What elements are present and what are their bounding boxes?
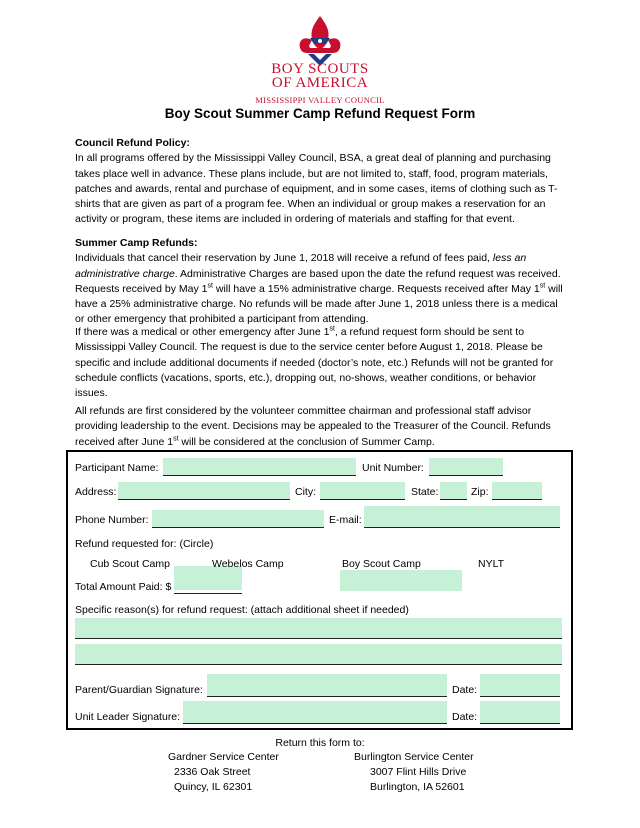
summer-p1-sup2: st	[539, 282, 546, 290]
option-boy-scout-camp[interactable]: Boy Scout Camp	[342, 558, 421, 570]
refund-for-label: Refund requested for: (Circle)	[75, 538, 214, 550]
burlington-name: Burlington Service Center	[354, 751, 474, 763]
summer-p1-b: . Administrative Charges are based upon the date the refund request was received. Requests received by May 1	[75, 267, 561, 295]
city-label: City:	[295, 486, 316, 498]
summer-p2-a: If there was a medical or other emergency after June 1	[75, 326, 330, 338]
option-cub-scout-camp[interactable]: Cub Scout Camp	[90, 558, 170, 570]
summer-p1-italic: less an administrative charge	[75, 252, 527, 280]
summer-p1-c: will have a 15% administrative charge. Requests received after May 1	[212, 282, 540, 295]
total-paid-label: Total Amount Paid: $	[75, 581, 172, 593]
option-nylt[interactable]: NYLT	[478, 558, 505, 570]
page-title: Boy Scout Summer Camp Refund Request Form	[164, 106, 476, 121]
parent-date-label: Date:	[452, 684, 478, 696]
city-field[interactable]	[320, 482, 405, 500]
email-label: E-mail:	[329, 514, 362, 526]
leader-date-field[interactable]	[480, 701, 560, 724]
parent-signature-field[interactable]	[207, 674, 447, 697]
reason-line-1[interactable]	[75, 618, 562, 639]
summer-heading: Summer Camp Refunds:	[75, 237, 198, 249]
gardner-street: 2336 Oak Street	[174, 766, 251, 778]
summer-p3-sup: st	[173, 435, 179, 443]
option-webelos-camp[interactable]: Webelos Camp	[212, 558, 284, 570]
org-name-line1: BOY SCOUTS	[271, 61, 369, 77]
email-field[interactable]	[364, 506, 560, 528]
summer-p3-b: will be considered at the conclusion of Summer Camp.	[178, 435, 435, 448]
gardner-city: Quincy, IL 62301	[174, 781, 253, 793]
appeals-paragraph	[75, 404, 567, 450]
policy-heading: Council Refund Policy:	[75, 137, 190, 149]
org-name-line2: OF AMERICA	[271, 75, 369, 91]
summer-p3-a: All refunds are first considered by the volunteer committee chairman and professional staff advisor providing leadership to the event. Decisions may be appealed to the Treasurer of the Council. Refunds received after June 1	[75, 405, 551, 448]
parent-signature-label: Parent/Guardian Signature:	[75, 684, 203, 696]
leader-date-label: Date:	[452, 711, 478, 723]
summer-p2-sup: st	[329, 325, 335, 333]
burlington-street: 3007 Flint Hills Drive	[370, 766, 467, 778]
policy-body: In all programs offered by the Mississippi Valley Council, BSA, a great deal of planning and purchasing takes place well in advance. These plans include, but are not limited to, staff, food, program materials, patches and awards, rental and purchase of equipment, and in some cases, items of clothing such as T-shirts that are given as part of a program fee. When an individual or group makes a reservation for an activity or program, these items are included in ordering of materials and staffing for that event.	[75, 152, 558, 226]
total-paid-field[interactable]	[174, 579, 242, 594]
leader-signature-field[interactable]	[183, 701, 447, 724]
green-highlight	[340, 570, 462, 591]
summer-p1-sup1: st	[207, 282, 213, 290]
participant-name-field[interactable]	[163, 458, 356, 476]
summer-p1-a: Individuals that cancel their reservation by June 1, 2018 will receive a refund of fees paid,	[75, 252, 493, 265]
fleur-de-lis-icon	[296, 14, 344, 68]
return-label: Return this form to:	[275, 737, 365, 749]
participant-name-label: Participant Name:	[75, 462, 159, 474]
reason-line-2[interactable]	[75, 644, 562, 665]
address-label: Address:	[75, 486, 117, 498]
zip-field[interactable]	[492, 482, 542, 500]
policy-section	[75, 136, 567, 228]
summer-p1-d: will have a 25% administrative charge. No refunds will be made after June 1, 2018 unless there is a medical or other emergency that prohibited a participant from attending.	[75, 282, 563, 326]
summer-refunds-section	[75, 236, 567, 328]
burlington-address	[354, 750, 474, 795]
address-field[interactable]	[118, 482, 290, 500]
unit-number-label: Unit Number:	[362, 462, 424, 474]
state-label: State:	[411, 486, 439, 498]
phone-label: Phone Number:	[75, 514, 149, 526]
parent-date-field[interactable]	[480, 674, 560, 697]
emergency-paragraph	[75, 325, 567, 401]
state-field[interactable]	[440, 482, 467, 500]
unit-number-field[interactable]	[429, 458, 503, 476]
phone-field[interactable]	[152, 510, 324, 528]
gardner-name: Gardner Service Center	[168, 751, 279, 763]
leader-signature-label: Unit Leader Signature:	[75, 711, 181, 723]
burlington-city: Burlington, IA 52601	[370, 781, 465, 793]
zip-label: Zip:	[471, 486, 489, 498]
gardner-address	[168, 750, 279, 795]
summer-p2-b: , a refund request form should be sent to Mississippi Valley Council. The request is due to the service center before August 1, 2018. Please be specific and include additional documents if needed (doctor’s note, etc.) Refunds will not be granted for schedule conflicts (vacations, sports, etc.), dropping out, no-shows, weather conditions, or behavior issues.	[75, 326, 554, 400]
reason-label: Specific reason(s) for refund request: (attach additional sheet if needed)	[75, 604, 409, 616]
council-name: MISSISSIPPI VALLEY COUNCIL	[255, 95, 385, 105]
